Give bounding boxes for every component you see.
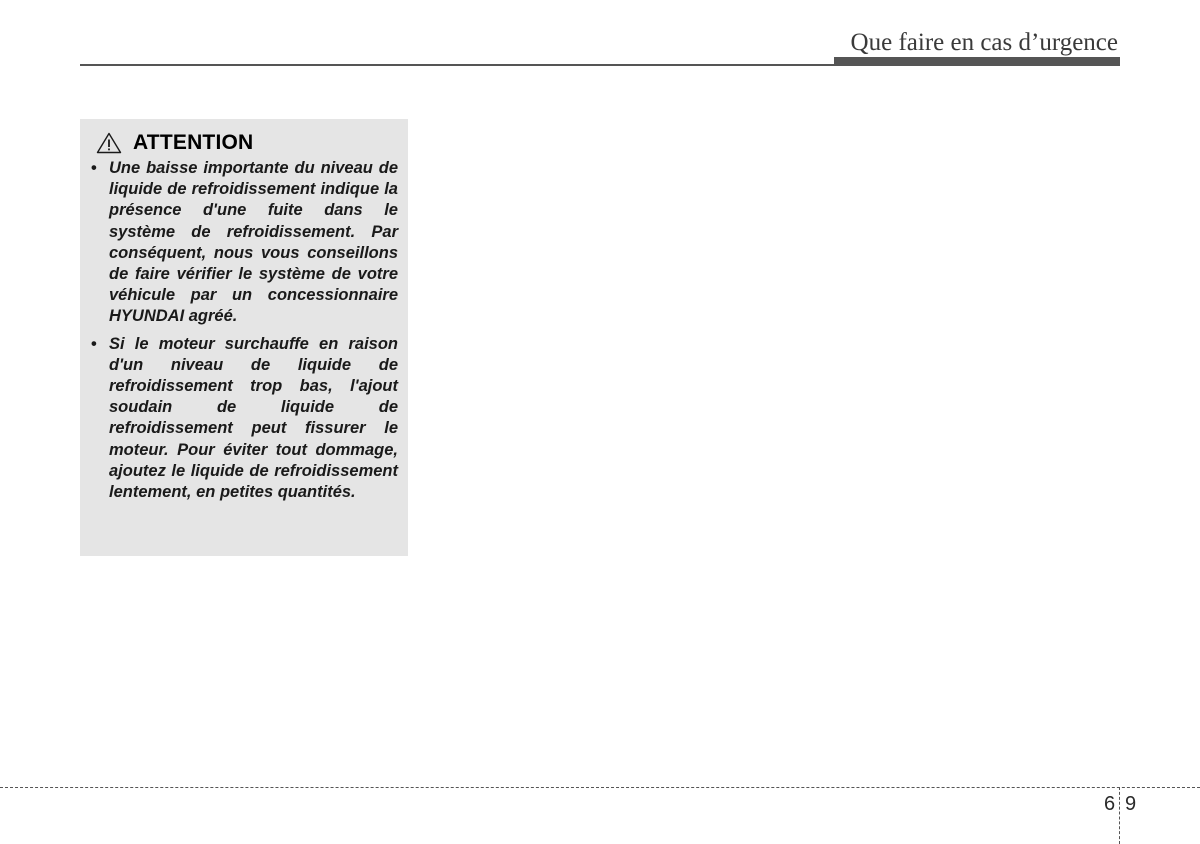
warning-triangle-icon [96, 132, 122, 154]
page-chapter-number: 6 [1104, 793, 1116, 815]
bullet: • [91, 159, 97, 177]
header-tab-bar [834, 57, 1120, 66]
warning-list [89, 158, 398, 503]
header-rule [80, 64, 836, 66]
page-number: 9 [1125, 793, 1137, 815]
footer-dashed-rule [0, 787, 1200, 788]
warning-item [89, 334, 398, 504]
bullet: • [91, 334, 97, 353]
warning-box [80, 119, 408, 556]
warning-title: ATTENTION [133, 131, 254, 154]
warning-item-text: Une baisse importante du niveau de liquide de refroidissement indique la présence d'une fuite dans le système de refroidissement. Par conséquent, nous vous conseillons de faire vérifier le système de votre véhicule par un concessionnaire HYUNDAI agréé. [109, 159, 398, 326]
page-header-title: Que faire en cas d’urgence [850, 29, 1118, 56]
warning-item [89, 158, 398, 328]
warning-item-text: Si le moteur surchauffe en raison d'un niveau de liquide de refroidissement trop bas, l'ajout soudain de liquide de refroidissement peut fissurer le moteur. Pour éviter tout dommage, ajoutez le liquide de refroidissement lentement, en petites quantités. [109, 334, 398, 502]
warning-heading [96, 129, 398, 157]
footer-page-divider [1119, 787, 1120, 844]
